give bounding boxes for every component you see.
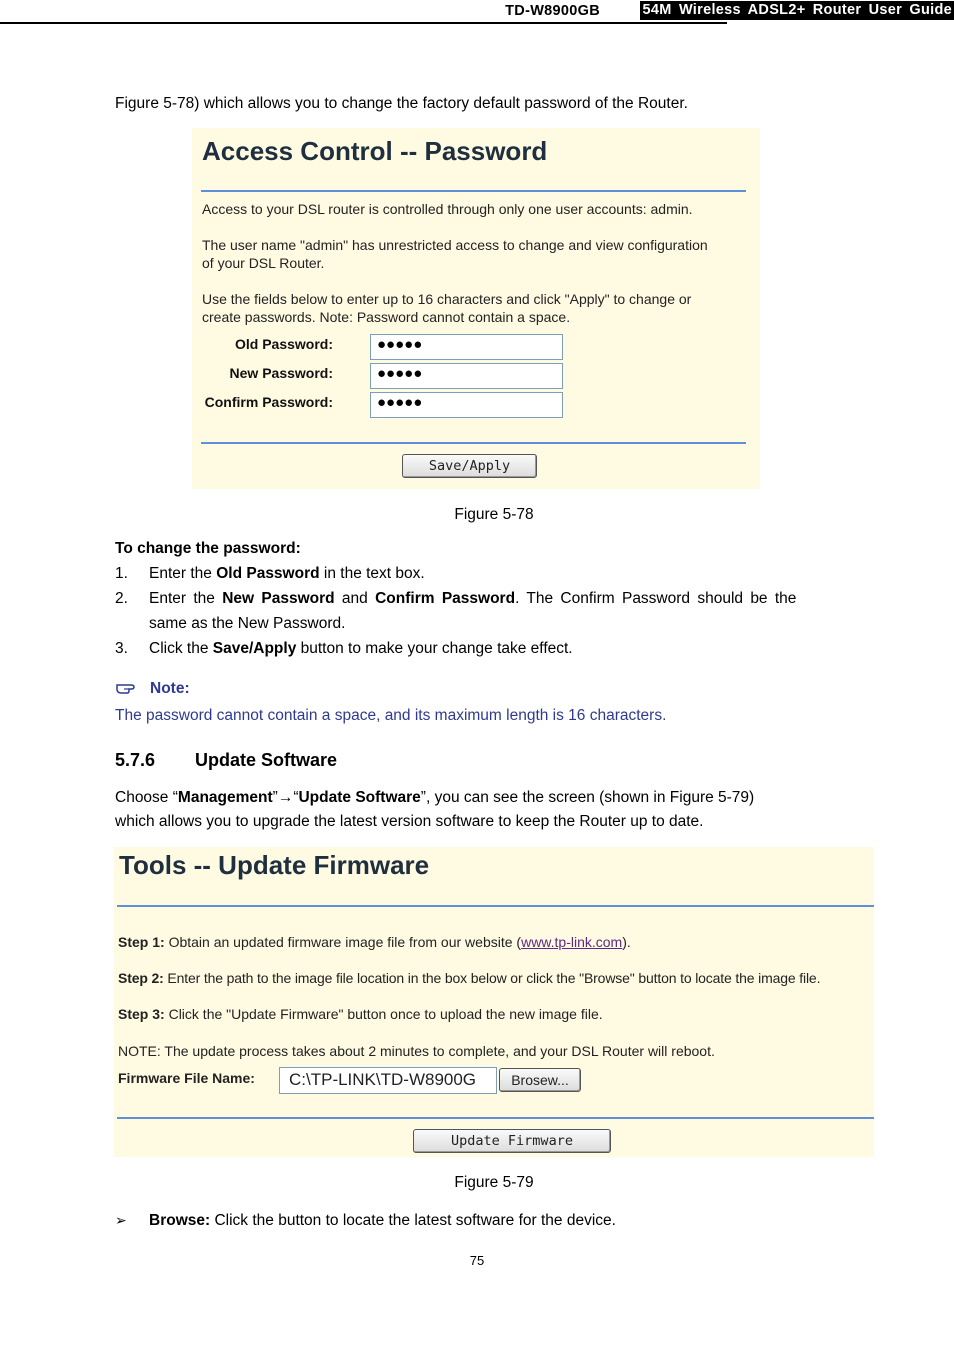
- save-apply-button[interactable]: Save/Apply: [402, 454, 537, 478]
- divider: [201, 190, 746, 192]
- tp-link-website-link[interactable]: www.tp-link.com: [521, 934, 623, 950]
- note-label: Note:: [150, 680, 190, 697]
- section-paragraph-2: which allows you to upgrade the latest version software to keep the Router up to date.: [115, 813, 704, 830]
- divider: [117, 1117, 874, 1119]
- divider: [201, 442, 746, 444]
- old-password-label: Old Password:: [234, 336, 333, 352]
- confirm-password-input[interactable]: ●●●●●: [370, 392, 563, 418]
- note-text: The password cannot contain a space, and its maximum length is 16 characters.: [115, 707, 667, 724]
- arrow-bullet-icon: ➢: [115, 1212, 127, 1228]
- section-paragraph: Choose “Management”→“Update Software”, you can see the screen (shown in Figure 5-79): [115, 789, 755, 806]
- step-2-number: 2.: [115, 590, 128, 607]
- update-firmware-title: Tools -- Update Firmware: [119, 850, 430, 880]
- section-title: Update Software: [195, 750, 338, 770]
- update-note: NOTE: The update process takes about 2 minutes to complete, and your DSL Router will reboot.: [118, 1043, 715, 1059]
- header-guide-title: 54M Wireless ADSL2+ Router User Guide: [640, 1, 954, 20]
- step-2-text: Enter the New Password and Confirm Password. The Confirm Password should be the: [149, 590, 797, 607]
- step-1-number: 1.: [115, 565, 128, 582]
- step-3-instruction: Step 3: Click the "Update Firmware" button once to upload the new image file.: [118, 1006, 603, 1022]
- step-3-text: Click the Save/Apply button to make your change take effect.: [149, 640, 573, 657]
- access-control-title: Access Control -- Password: [202, 136, 548, 166]
- figure-79-caption: Figure 5-79: [454, 1174, 534, 1191]
- old-password-input[interactable]: ●●●●●: [370, 334, 563, 360]
- confirm-password-label: Confirm Password:: [204, 394, 333, 410]
- info-text: Use the fields below to enter up to 16 characters and click "Apply" to change or: [202, 291, 692, 307]
- info-text: The user name "admin" has unrestricted access to change and view configuration: [202, 237, 708, 253]
- update-firmware-button[interactable]: Update Firmware: [413, 1129, 611, 1153]
- new-password-input[interactable]: ●●●●●: [370, 363, 563, 389]
- header-model: TD-W8900GB: [505, 3, 600, 19]
- step-2-instruction: Step 2: Enter the path to the image file location in the box below or click the "Browse" button to locate the image file.: [118, 970, 821, 986]
- info-text: Access to your DSL router is controlled through only one user accounts: admin.: [202, 201, 693, 217]
- divider: [117, 905, 874, 907]
- step-1-text: Enter the Old Password in the text box.: [149, 565, 425, 582]
- step-2-continuation: same as the New Password.: [149, 615, 346, 632]
- firmware-file-label: Firmware File Name:: [118, 1070, 255, 1086]
- new-password-label: New Password:: [229, 365, 333, 381]
- page-header: [0, 0, 952, 24]
- info-text: create passwords. Note: Password cannot contain a space.: [202, 309, 571, 325]
- step-1-instruction: Step 1: Obtain an updated firmware image file from our website (www.tp-link.com).: [118, 934, 631, 950]
- info-text: of your DSL Router.: [202, 255, 325, 271]
- browse-bullet-text: Browse: Click the button to locate the latest software for the device.: [149, 1212, 616, 1229]
- figure-78-caption: Figure 5-78: [454, 506, 534, 523]
- figure-78-screenshot: [192, 128, 760, 489]
- page-number: 75: [469, 1253, 485, 1268]
- intro-line: Figure 5-78) which allows you to change the factory default password of the Router.: [115, 95, 688, 112]
- firmware-file-input[interactable]: C:\TP-LINK\TD-W8900G: [279, 1067, 497, 1094]
- pointing-hand-icon: [115, 678, 143, 698]
- step-3-number: 3.: [115, 640, 128, 657]
- section-number: 5.7.6: [115, 750, 156, 770]
- steps-heading: To change the password:: [115, 540, 301, 557]
- browse-button[interactable]: Brosew...: [499, 1068, 581, 1092]
- figure-79-screenshot: [114, 847, 874, 1157]
